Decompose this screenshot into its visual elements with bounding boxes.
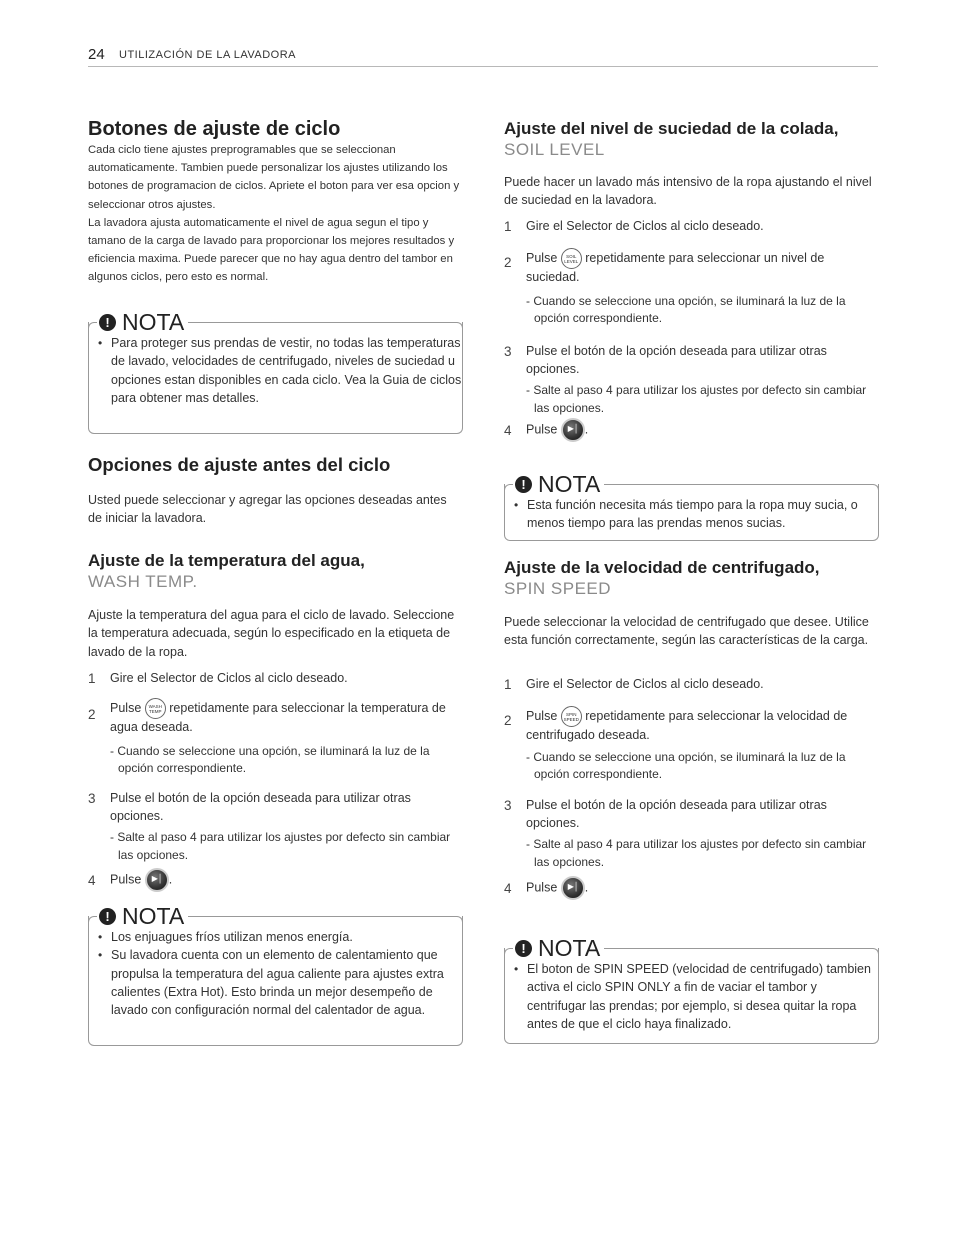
- header-title: UTILIZACIÓN DE LA LAVADORA: [119, 49, 297, 61]
- cycle-buttons-section: [88, 118, 463, 287]
- soil-step-3: 3 Pulse el botón de la opción deseada para utilizar otras opciones. - Salte al paso 4 para utilizar los ajustes por defecto sin cambiar las opciones.: [504, 344, 867, 415]
- spin-step-2: 2 Pulse SPIN SPEED repetidamente para seleccionar la velocidad de centrifugado deseada. - Cuando se seleccione una opción, se iluminará la luz de la opción correspondiente.: [504, 706, 879, 784]
- note-item: • Esta función necesita más tiempo para la ropa muy sucia, o menos tiempo para las prendas menos sucias.: [527, 496, 878, 533]
- start-pause-button-icon: [561, 418, 585, 442]
- note-label: ! NOTA: [513, 472, 604, 496]
- page-header: [88, 44, 878, 67]
- spin-step-3: 3 Pulse el botón de la opción deseada para utilizar otras opciones. - Salte al paso 4 para utilizar los ajustes por defecto sin cambiar las opciones.: [504, 798, 867, 869]
- wash-step-4: 4 Pulse ▶│ .: [88, 868, 463, 892]
- wash-temp-button-icon: WASH TEMP: [145, 698, 166, 719]
- wash-temp-heading: [88, 550, 463, 592]
- wash-temp-para: Ajuste la temperatura del agua para el ciclo de lavado. Seleccione la temperatura adecuada, según lo especificado en la etiqueta de lavado de la ropa.: [88, 608, 455, 659]
- wash-step-1: 1 Gire el Selector de Ciclos al ciclo deseado.: [88, 671, 348, 686]
- soil-step-1: 1 Gire el Selector de Ciclos al ciclo deseado.: [504, 219, 764, 234]
- soil-step-4: 4 Pulse ▶│ .: [504, 418, 879, 442]
- note-item: • Su lavadora cuenta con un elemento de calentamiento que propulsa la temperatura del agua caliente para ajustes extra calientes (Extra Hot). Esto brinda un mejor desempeño de lavado con configuración normal del calentador de agua.: [111, 946, 462, 1019]
- cycle-buttons-para1: Cada ciclo tiene ajustes preprogramables que se seleccionan automaticamente. Tambien puede personalizar los ajustes utilizando los botones de programacion de ciclos. Apriete el boton para ver esa opcion y seleccionar otros ajustes.: [88, 144, 460, 211]
- soil-title: Ajuste del nivel de suciedad de la colada, SOIL LEVEL: [504, 118, 879, 160]
- note-label: ! NOTA: [97, 310, 188, 334]
- options-section: [88, 454, 463, 528]
- options-para: Usted puede seleccionar y agregar las opciones deseadas antes de iniciar la lavadora.: [88, 493, 447, 526]
- spin-subtitle: SPIN SPEED: [504, 579, 612, 598]
- spin-step-4: 4 Pulse ▶│ .: [504, 876, 879, 900]
- soil-step-2: 2 Pulse SOIL LEVEL repetidamente para seleccionar un nivel de suciedad. - Cuando se seleccione una opción, se iluminará la luz de la opción correspondiente.: [504, 248, 879, 328]
- note-box-3: [504, 471, 879, 541]
- cycle-buttons-title: Botones de ajuste de ciclo: [88, 118, 341, 140]
- spin-para: Puede seleccionar la velocidad de centrifugado que desee. Utilice esta función correctamente, según las características de la carga.: [504, 615, 869, 648]
- page-number: 24: [88, 46, 105, 63]
- exclamation-circle-icon: !: [515, 476, 532, 493]
- cycle-buttons-para2: La lavadora ajusta automaticamente el nivel de agua segun el tipo y tamano de la carga de lavado para proporcionar los mejores resultados y eficiencia maxima. Puede parecer que no hay agua dentro del tambor en algunos ciclos, pero esto es normal.: [88, 216, 455, 284]
- spin-title: Ajuste de la velocidad de centrifugado, SPIN SPEED: [504, 557, 879, 599]
- spin-speed-button-icon: SPIN SPEED: [561, 706, 582, 727]
- start-pause-button-icon: [561, 876, 585, 900]
- spin-step-1: 1 Gire el Selector de Ciclos al ciclo deseado.: [504, 677, 764, 692]
- exclamation-circle-icon: !: [515, 940, 532, 957]
- note-label: ! NOTA: [513, 936, 604, 960]
- wash-step-3: 3 Pulse el botón de la opción deseada para utilizar otras opciones. - Salte al paso 4 para utilizar los ajustes por defecto sin cambiar las opciones.: [88, 791, 451, 862]
- soil-heading: [504, 118, 879, 160]
- wash-temp-title: Ajuste de la temperatura del agua, WASH TEMP.: [88, 550, 463, 592]
- note-box-1: [88, 309, 463, 434]
- note-label: ! NOTA: [97, 904, 188, 928]
- note-box-4: [504, 935, 879, 1044]
- soil-subtitle: SOIL LEVEL: [504, 140, 605, 159]
- start-pause-button-icon: [145, 868, 169, 892]
- exclamation-circle-icon: !: [99, 314, 116, 331]
- options-title: Opciones de ajuste antes del ciclo: [88, 454, 391, 475]
- note-item: • Los enjuagues fríos utilizan menos energía.: [111, 928, 462, 946]
- note-item: • Para proteger sus prendas de vestir, no todas las temperaturas de lavado, velocidades de centrifugado, niveles de suciedad u opciones estan disponibles en cada ciclo. Vea la Guia de ciclos para obtener mas detalles.: [111, 334, 462, 407]
- wash-step-2: 2 Pulse WASH TEMP repetidamente para seleccionar la temperatura de agua deseada. - Cuando se seleccione una opción, se iluminará la luz de la opción correspondiente.: [88, 698, 463, 778]
- soil-para: Puede hacer un lavado más intensivo de la ropa ajustando el nivel de suciedad en la lavadora.: [504, 175, 872, 208]
- note-item: • El boton de SPIN SPEED (velocidad de centrifugado) tambien activa el ciclo SPIN ONLY a fin de vaciar el tambor y centrifugar las prendas; por ejemplo, si desea quitar la ropa antes de que el ciclo haya finalizado.: [527, 960, 878, 1033]
- soil-level-button-icon: SOIL LEVEL: [561, 248, 582, 269]
- wash-temp-subtitle: WASH TEMP.: [88, 572, 198, 591]
- spin-heading: [504, 557, 879, 599]
- note-box-2: [88, 903, 463, 1046]
- exclamation-circle-icon: !: [99, 908, 116, 925]
